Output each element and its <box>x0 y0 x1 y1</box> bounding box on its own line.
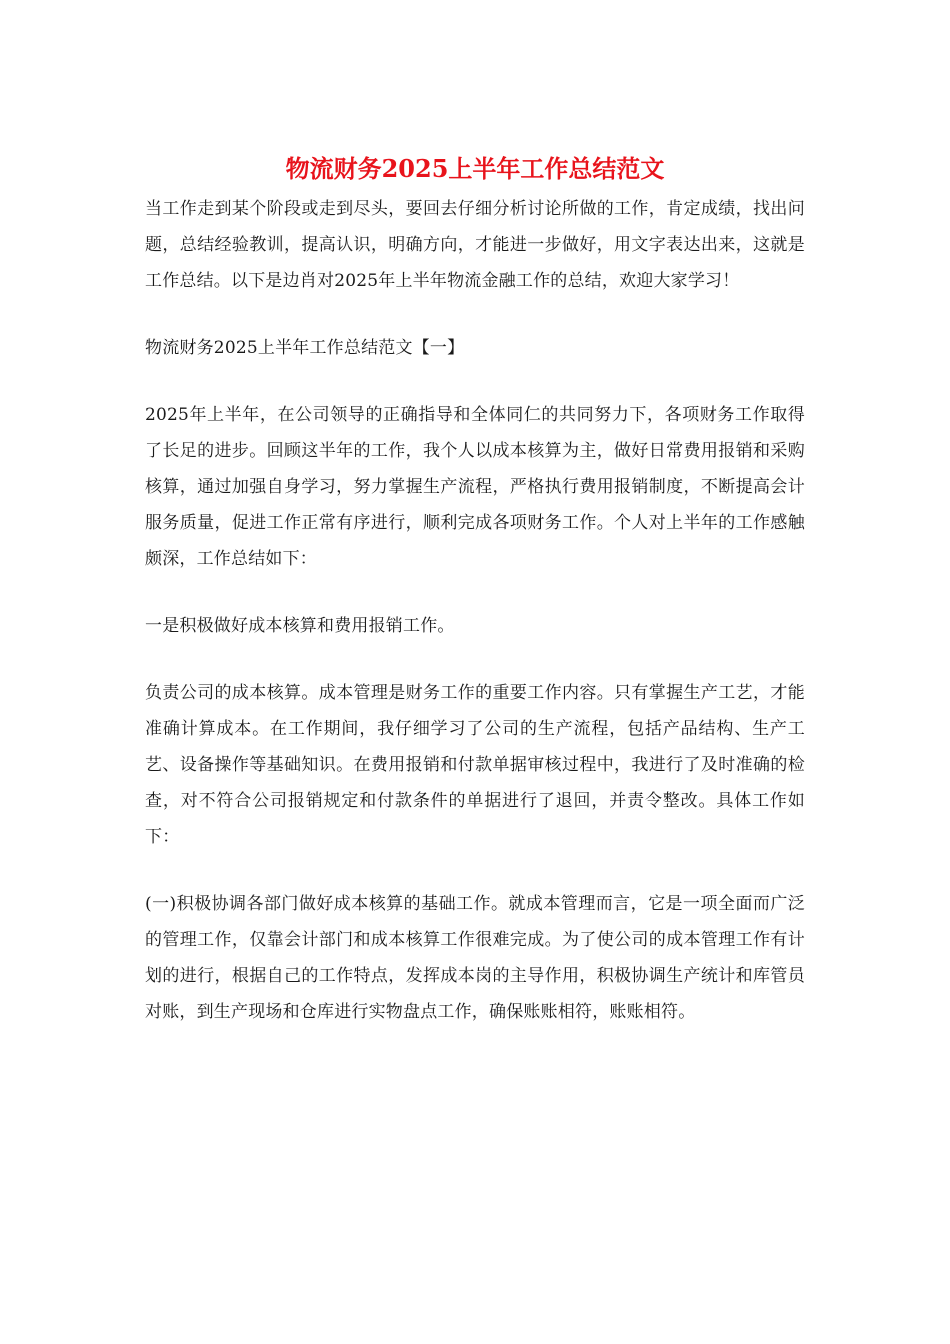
section-heading: 物流财务2025上半年工作总结范文【一】 <box>145 338 465 358</box>
paragraph-spacer <box>145 366 805 397</box>
cost-accounting-paragraph: 负责公司的成本核算。成本管理是财务工作的重要工作内容。只有掌握生产工艺，才能准确计算成本。在工作期间，我仔细学习了公司的生产流程，包括产品结构、生产工艺、设备操作等基础知识。在费用报销和付款单据审核过程中，我进行了及时准确的检查，对不符合公司报销规定和付款条件的单据进行了退回，并责令整改。具体工作如下： <box>145 683 805 847</box>
point-one-heading: 一是积极做好成本核算和费用报销工作。 <box>145 616 455 636</box>
paragraph-spacer <box>145 299 805 330</box>
paragraph-spacer <box>145 644 805 675</box>
overview-paragraph: 2025年上半年，在公司领导的正确指导和全体同仁的共同努力下，各项财务工作取得了长足的进步。回顾这半年的工作，我个人以成本核算为主，做好日常费用报销和采购核算，通过加强自身学习，努力掌握生产流程，严格执行费用报销制度，不断提高会计服务质量，促进工作正常有序进行，顺利完成各项财务工作。个人对上半年的工作感触颇深，工作总结如下： <box>145 405 805 569</box>
paragraph-spacer <box>145 577 805 608</box>
document-body <box>145 191 805 1030</box>
intro-paragraph: 当工作走到某个阶段或走到尽头，要回去仔细分析讨论所做的工作，肯定成绩，找出问题，总结经验教训，提高认识，明确方向，才能进一步做好，用文字表达出来，这就是工作总结。以下是边肖对2025年上半年物流金融工作的总结，欢迎大家学习！ <box>145 199 805 291</box>
paragraph-spacer <box>145 855 805 886</box>
document-title: 物流财务2025上半年工作总结范文 <box>285 154 665 183</box>
coordination-paragraph: (一)积极协调各部门做好成本核算的基础工作。就成本管理而言，它是一项全面而广泛的管理工作，仅靠会计部门和成本核算工作很难完成。为了使公司的成本管理工作有计划的进行，根据自己的工作特点，发挥成本岗的主导作用，积极协调生产统计和库管员对账，到生产现场和仓库进行实物盘点工作，确保账账相符，账账相符。 <box>145 894 805 1022</box>
